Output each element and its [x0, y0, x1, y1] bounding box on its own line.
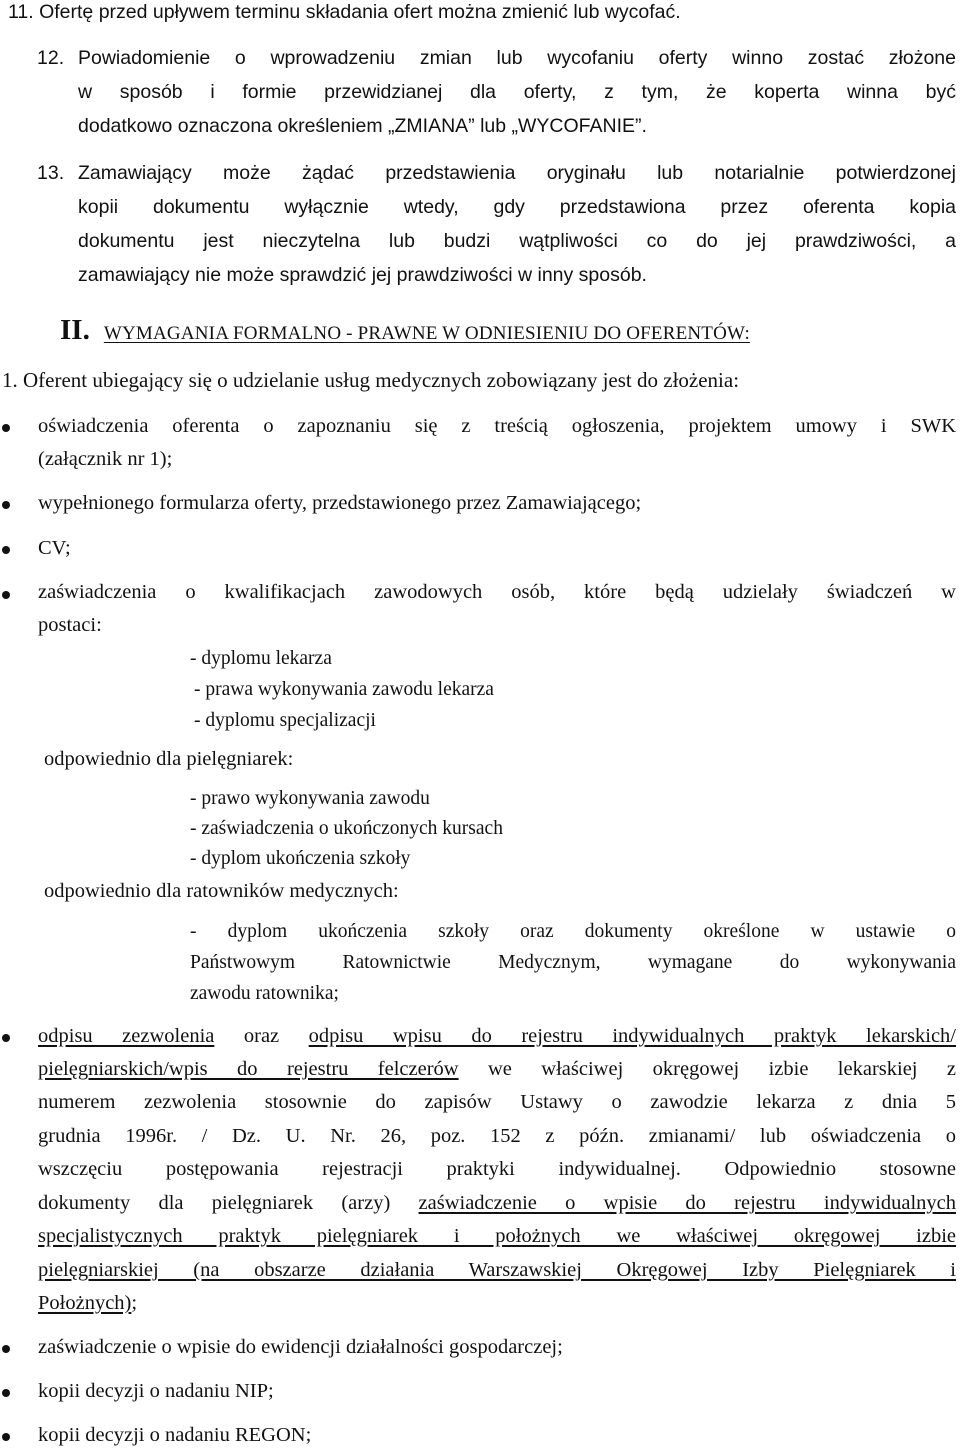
bullet-5-line [38, 1220, 956, 1253]
doctor-item: - prawa wykonywania zawodu lekarza [194, 679, 494, 700]
paramedic-line: zawodu ratownika; [190, 983, 339, 1004]
section-heading [60, 314, 750, 350]
bullet-2: wypełnionego formularza oferty, przedstawionego przez Zamawiającego; [38, 492, 642, 514]
text-run: we właściwej okręgowej izbie lekarskiej z [458, 1058, 956, 1080]
underlined-phrase: odpisu zezwolenia [38, 1025, 215, 1047]
bullet-1-line: oświadczenia oferenta o zapoznaniu się z treścią ogłoszenia, projektem umowy i SWK [38, 415, 956, 437]
section-title: WYMAGANIA FORMALNO - PRAWNE W ODNIESIENIU DO OFERENTÓW: [103, 323, 750, 344]
text-run: dokumenty dla pielęgniarek (arzy) [38, 1192, 419, 1214]
underlined-phrase: pielęgniarskich/wpis do rejestru felczerów [38, 1058, 459, 1080]
item-13-line: zamawiający nie może sprawdzić jej prawdziwości w inny sposób. [78, 264, 647, 286]
bullet-5-line [38, 1187, 956, 1220]
bullet-1-line: (załącznik nr 1); [38, 448, 173, 470]
bullet-6: zaświadczenie o wpisie do ewidencji działalności gospodarczej; [38, 1336, 563, 1358]
bullet-icon [2, 424, 10, 432]
item-13-line: Zamawiający może żądać przedstawienia oryginału lub notarialnie potwierdzonej [78, 162, 956, 184]
item-12-line: dodatkowo oznaczona określeniem „ZMIANA” lub „WYCOFANIE”. [78, 115, 647, 137]
bullet-5-line: wszczęciu postępowania rejestracji praktyki indywidualnej. Odpowiednio stosowne [38, 1158, 956, 1180]
point-number: 1. [2, 368, 18, 392]
bullet-4-line: postaci: [38, 614, 102, 636]
item-12-line: Powiadomienie o wprowadzeniu zmian lub wycofaniu oferty winno zostać złożone [78, 47, 956, 69]
paramedics-label: odpowiednio dla ratowników medycznych: [44, 880, 399, 902]
bullet-4-line: zaświadczenia o kwalifikacjach zawodowych osób, które będą udzielały świadczeń w [38, 581, 956, 603]
section-roman-numeral: II. [60, 314, 90, 346]
paramedic-line: Państwowym Ratownictwie Medycznym, wymagane do wykonywania [190, 952, 956, 973]
bullet-icon [2, 1433, 10, 1441]
point-text: Oferent ubiegający się o udzielanie usług medycznych zobowiązany jest do złożenia: [23, 368, 740, 392]
item-13-line: kopii dokumentu wyłącznie wtedy, gdy przedstawiona przez oferenta kopia [78, 196, 956, 218]
bullet-icon [2, 591, 10, 599]
item-12-number: 12. [37, 47, 65, 69]
item-number: 11. [8, 1, 34, 23]
bullet-icon [2, 546, 10, 554]
text-run: oraz [214, 1025, 309, 1047]
nurses-label: odpowiednio dla pielęgniarek: [44, 748, 294, 770]
bullet-8: kopii decyzji o nadaniu REGON; [38, 1424, 312, 1446]
item-text: Ofertę przed upływem terminu składania ofert można zmienić lub wycofać. [39, 1, 681, 23]
bullet-5-line [38, 1020, 956, 1053]
paramedic-line: - dyplom ukończenia szkoły oraz dokumenty określone w ustawie o [190, 921, 956, 942]
item-13-number: 13. [37, 162, 65, 184]
underlined-phrase: Położnych) [38, 1292, 132, 1314]
doctor-item: - dyplomu specjalizacji [194, 710, 376, 731]
underlined-phrase: zaświadczenie o wpisie do rejestru indywidualnych [418, 1192, 956, 1214]
doctor-item: - dyplomu lekarza [190, 648, 332, 669]
bullet-icon [2, 1034, 10, 1042]
bullet-icon [2, 1345, 10, 1353]
item-12-line: w sposób i formie przewidzianej dla oferty, z tym, że koperta winna być [78, 81, 956, 103]
item-11 [8, 0, 681, 29]
nurse-item: - prawo wykonywania zawodu [190, 788, 430, 809]
underlined-phrase: specjalistycznych praktyk pielęgniarek i położnych we właściwej okręgowej izbie [38, 1225, 956, 1247]
bullet-icon [2, 501, 10, 509]
bullet-5-line [38, 1254, 956, 1287]
underlined-phrase: odpisu wpisu do rejestru indywidualnych praktyk lekarskich/ [308, 1025, 956, 1047]
nurse-item: - zaświadczenia o ukończonych kursach [190, 818, 503, 839]
bullet-5-line: numerem zezwolenia stosownie do zapisów Ustawy o zawodzie lekarza z dnia 5 [38, 1091, 956, 1113]
text-run: ; [131, 1292, 138, 1314]
bullet-icon [2, 1389, 10, 1397]
point-1 [2, 364, 739, 397]
bullet-3: CV; [38, 537, 71, 559]
bullet-7: kopii decyzji o nadaniu NIP; [38, 1380, 274, 1402]
item-13-line: dokumentu jest nieczytelna lub budzi wątpliwości co do jej prawdziwości, a [78, 230, 956, 252]
nurse-item: - dyplom ukończenia szkoły [190, 848, 411, 869]
bullet-5-line [38, 1053, 956, 1086]
bullet-5-line: grudnia 1996r. / Dz. U. Nr. 26, poz. 152 z późn. zmianami/ lub oświadczenia o [38, 1125, 956, 1147]
bullet-5-line [38, 1287, 137, 1320]
underlined-phrase: pielęgniarskiej (na obszarze działania Warszawskiej Okręgowej Izby Pielęgniarek i [38, 1259, 956, 1281]
